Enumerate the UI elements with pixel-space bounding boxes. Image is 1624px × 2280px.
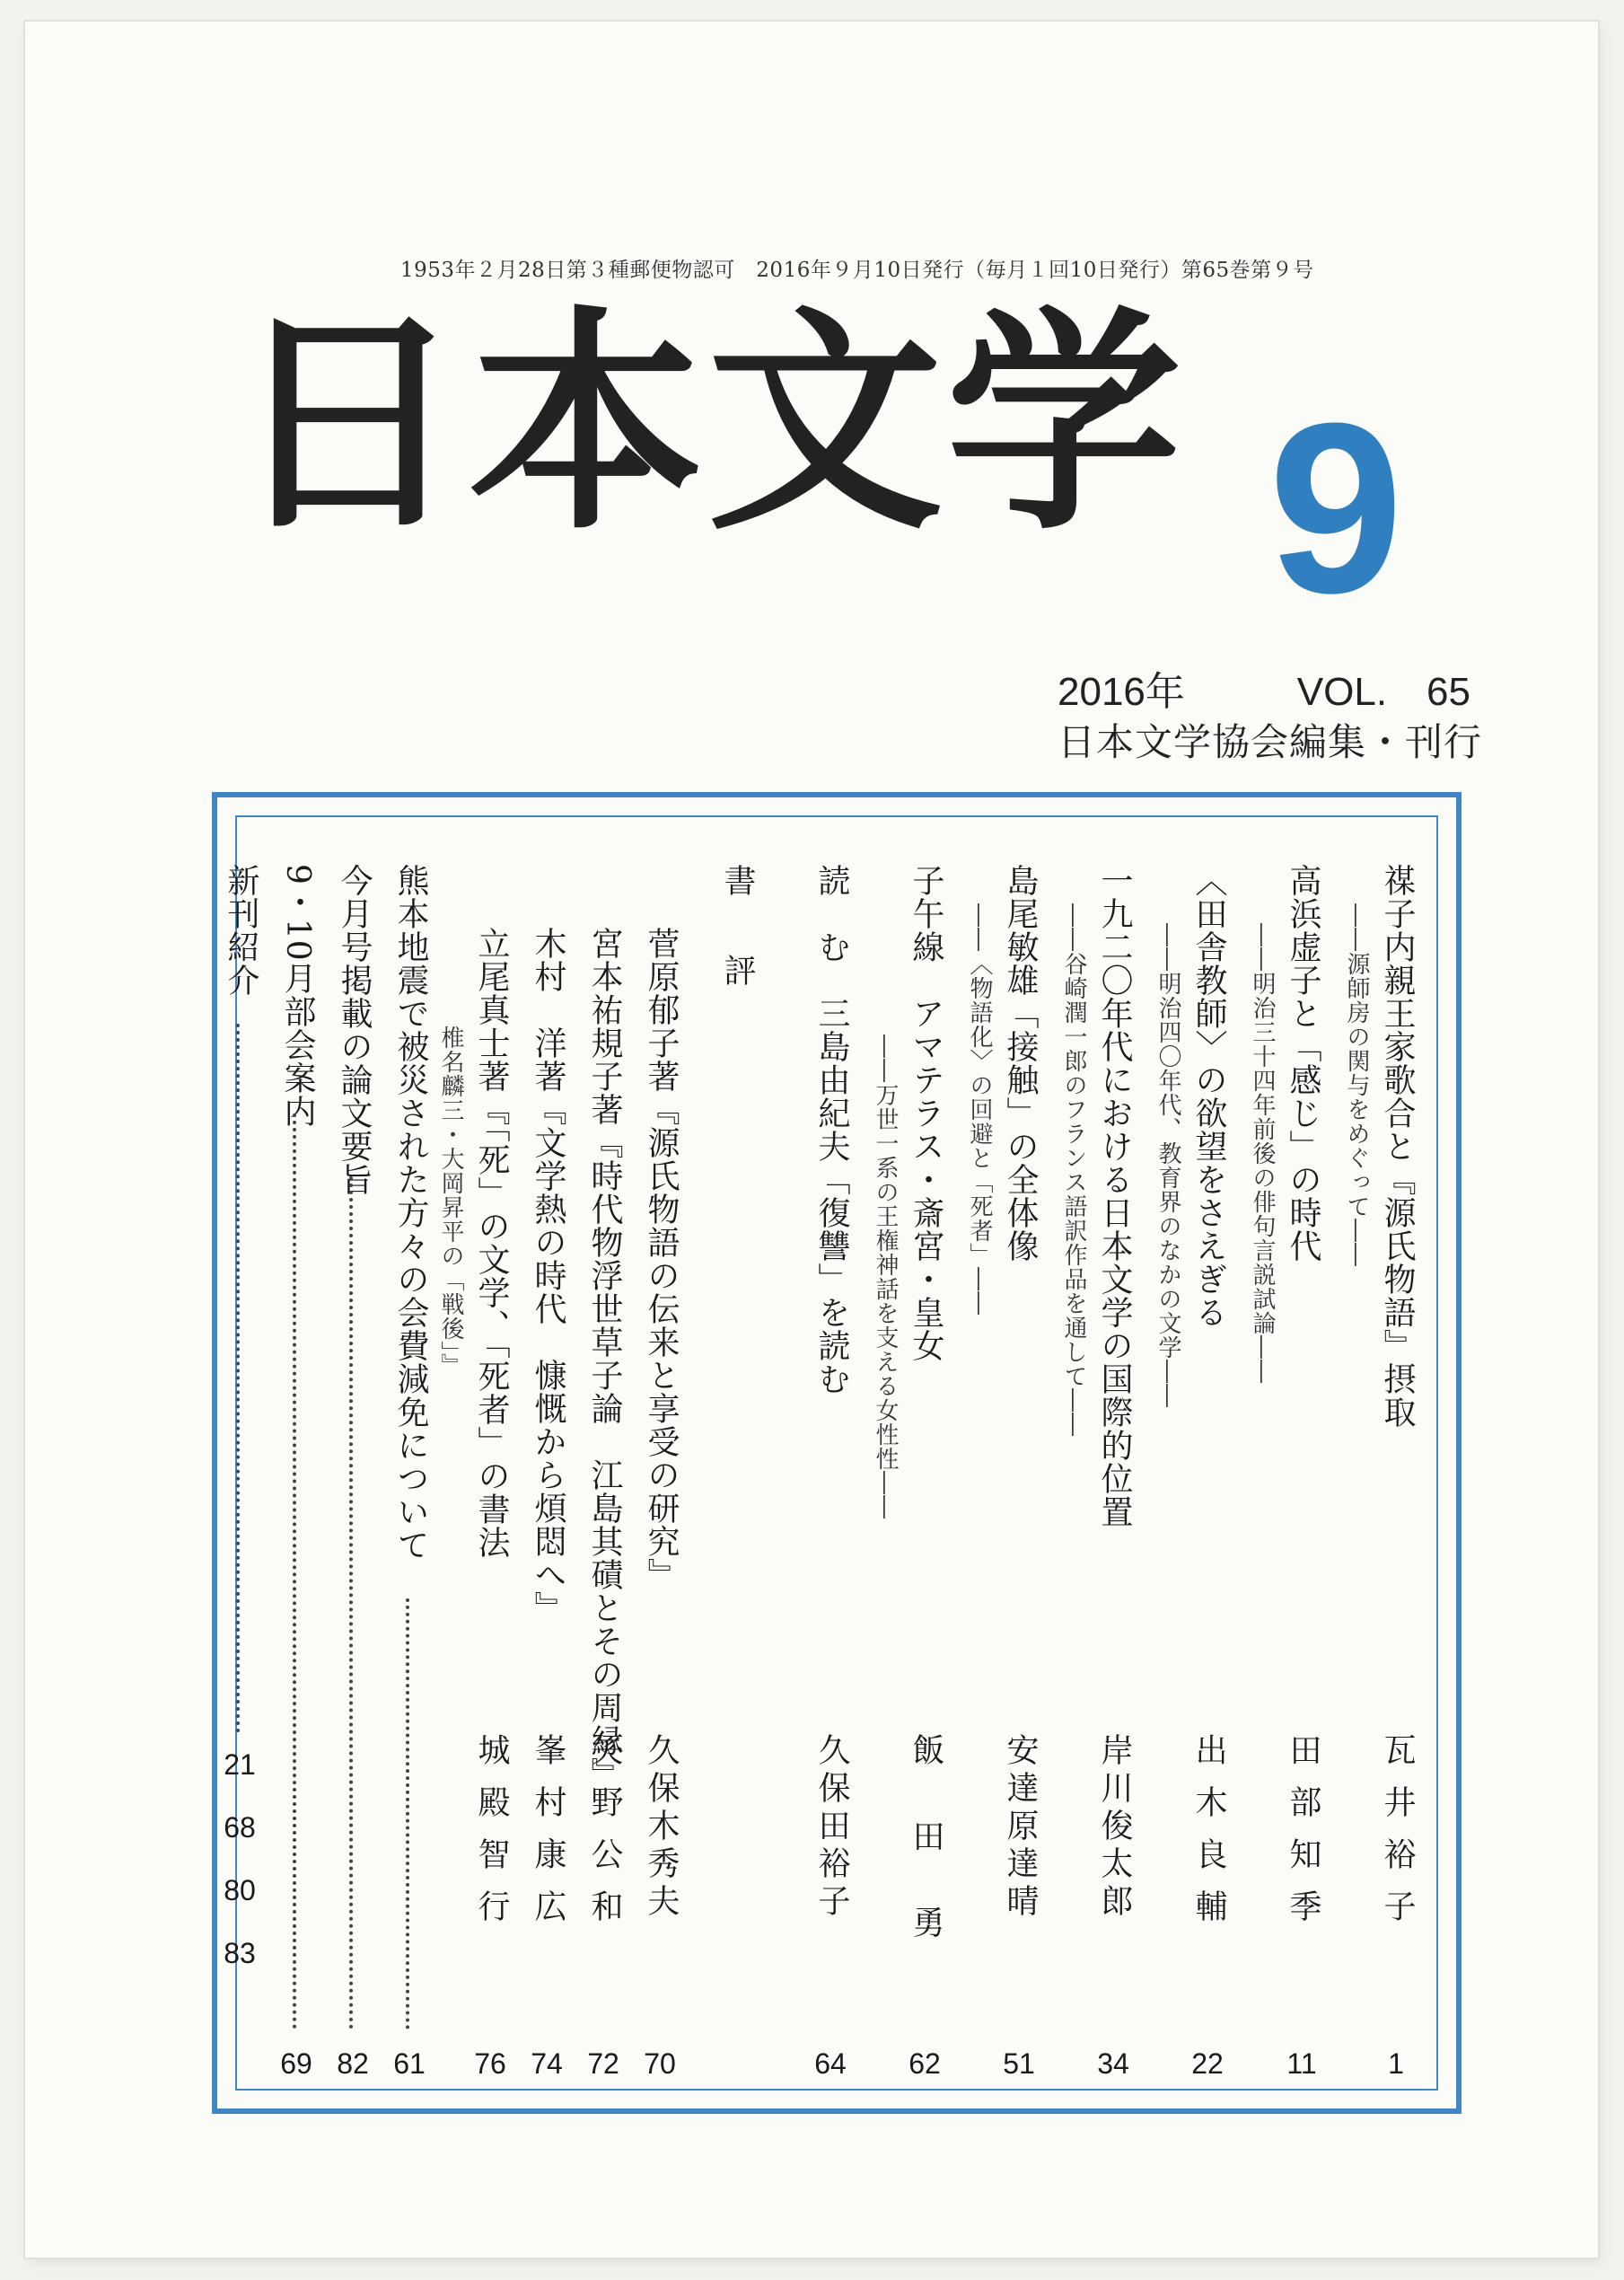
toc-entry-subtitle: ――万世一系の王権神話を支える女性性―― [872,1034,899,1519]
toc-entry-title: 熊本地震で被災された方々の会費減免について [392,864,429,1562]
toc-entry-page: 34 [1097,2047,1129,2080]
toc-entry-author: 矢野公和 [586,1733,623,1941]
toc-entry-title: 新刊紹介 [223,864,259,997]
issue-number: 9 [1268,374,1404,644]
toc-entry-page: 69 [280,2047,312,2080]
toc-entry-title: 子午線 アマテラス・斎宮・皇女 [908,864,944,1362]
toc-entry-page: 21 [224,1748,256,1781]
toc-entry-author: 飯田勇 [908,1733,944,1992]
leader-dots [406,1598,418,2029]
postal-notice: 1953年２月28日第３種郵便物認可 2016年９月10日発行（毎月１回10日発行）第65巻第９号 [400,259,1314,282]
toc-entry-page: 82 [337,2047,369,2080]
toc-entry-author: 久保田裕子 [813,1733,850,1922]
toc-entry-page: 61 [393,2047,426,2080]
magazine-title: 日本文学 [230,287,1185,561]
year: 2016年 [1058,670,1185,714]
leader-dots [293,1114,305,2029]
toc-entry-subtitle: ――明治三十四年前後の俳句言説試論―― [1249,923,1276,1384]
publisher: 日本文学協会編集・刊行 [1058,720,1483,764]
table-of-contents [212,792,1462,2114]
toc-entry-title: 宮本祐規子著『時代物浮世草子論 江島其磧とその周縁』 [586,927,623,1791]
toc-entry-author: 田部知季 [1285,1733,1321,1941]
toc-entry-title: 〈田舎教師〉の欲望をさえぎる [1190,864,1227,1329]
toc-entry-subtitle: ――谷崎潤一郎のフランス語訳作品を通して―― [1060,903,1087,1437]
toc-entry-title: 9・10月部会案内 [279,864,316,1128]
toc-entry-title: 立尾真士著『「死」の文学、「死者」の書法 [473,927,510,1559]
toc-entry-page: 72 [587,2047,619,2080]
toc-entry-title: 一九二〇年代における日本文学の国際的位置 [1096,864,1133,1528]
toc-entry-author: 峯村康広 [530,1733,566,1941]
toc-entry-page: 1 [1388,2047,1404,2080]
leader-dots [349,1176,362,2029]
toc-entry-subtitle: ――源師房の関与をめぐって―― [1343,903,1370,1267]
toc-entry [641,927,680,2166]
toc-entry-page: 64 [814,2047,847,2080]
toc-entry-author: 安達原達晴 [1002,1733,1039,1922]
toc-inner-border [223,815,1438,2091]
year-volume [1058,659,1470,717]
toc-entry-author: 出木良輔 [1190,1733,1227,1941]
toc-entry-page: 76 [474,2047,506,2080]
toc-entry-page: 62 [909,2047,941,2080]
toc-entry-title: 島尾敏雄「接触」の全体像 [1002,864,1039,1263]
toc-entry [584,927,624,2166]
toc-entry [471,927,511,2166]
toc-entry-title: 木村 洋著『文学熱の時代 慷慨から煩悶へ』 [530,927,566,1624]
toc-entry-page: 51 [1003,2047,1035,2080]
toc-entry-title: 書 評 [719,864,756,999]
toc-entry-author: 城殿智行 [473,1733,510,1941]
leader-dots [236,1024,249,1733]
toc-entry [528,927,567,2166]
toc-entry-title: 禖子内親王家歌合と『源氏物語』摂取 [1379,864,1416,1429]
toc-entry-page: 68 [224,1811,256,1844]
toc-entry-subtitle: 椎名麟三・大岡昇平の「戦後」』 [437,1026,464,1378]
volume: VOL. 65 [1296,670,1470,714]
toc-entry-subtitle: ――明治四〇年代、教育界のなかの文学―― [1154,923,1181,1408]
toc-entry-page: 80 [224,1874,256,1906]
toc-entry-page: 74 [531,2047,563,2080]
toc-entry-title: 菅原郁子著『源氏物語の伝来と享受の研究』 [643,927,680,1591]
toc-entry-title: 高浜虚子と「感じ」の時代 [1285,864,1321,1263]
toc-entry-author: 久保木秀夫 [643,1733,680,1922]
shinkan-page-list [208,1733,271,1985]
toc-entry-author: 岸川俊太郎 [1096,1733,1133,1922]
toc-entry-subtitle: ――〈物語化〉の回避と「死者」―― [966,903,993,1316]
magazine-cover [25,22,1598,2258]
toc-entry-page: 70 [644,2047,676,2080]
toc-entry-title: 今月号掲載の論文要旨 [336,864,373,1196]
toc-entry-title: 読 む 三島由紀夫「復讐」を読む [813,864,850,1395]
toc-entry-page: 83 [224,1937,256,1969]
toc-entry-page: 22 [1191,2047,1224,2080]
book-review-heading [717,864,757,2103]
toc-entry-author: 瓦井裕子 [1379,1733,1416,1941]
toc-entry-page: 11 [1286,2047,1317,2080]
